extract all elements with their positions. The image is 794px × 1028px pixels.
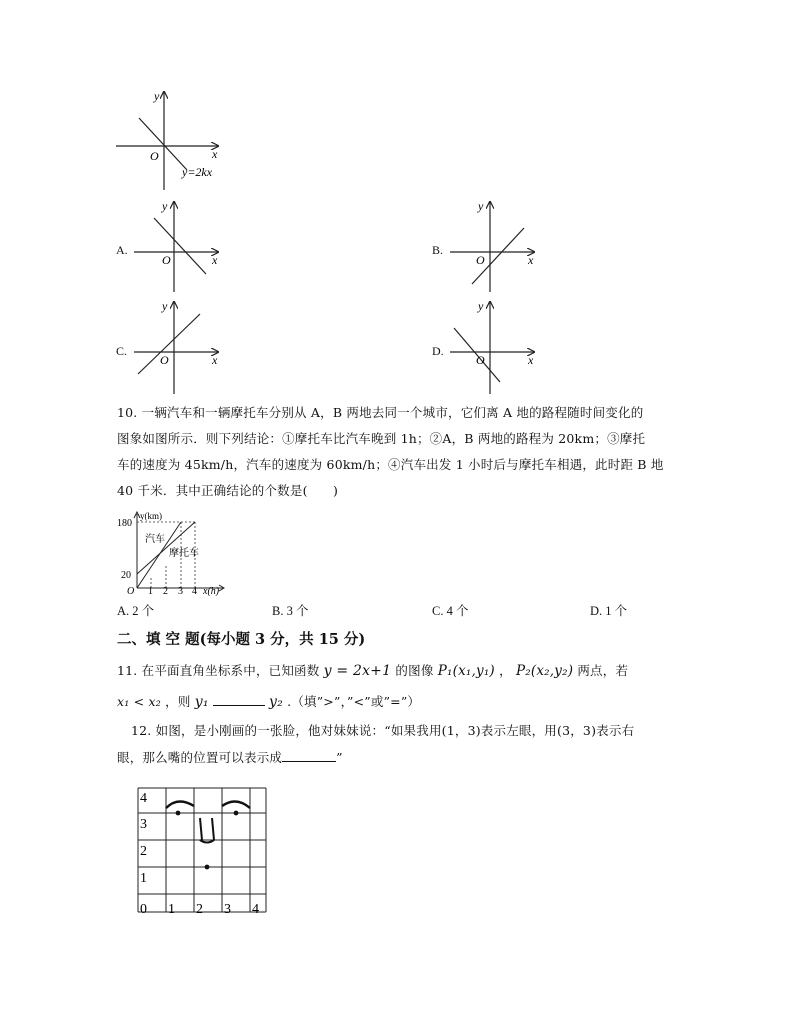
origin-label: O xyxy=(150,149,159,163)
axis-x-label: x xyxy=(528,353,534,367)
y-tick-20: 20 xyxy=(121,570,131,581)
y-label-3: 3 xyxy=(140,817,147,832)
q11-y2: y₂ xyxy=(269,694,283,710)
q9-option-c-label[interactable]: C. xyxy=(116,344,128,358)
x-label-3: 3 xyxy=(224,902,231,917)
q9-option-b-graph[interactable] xyxy=(446,198,542,294)
q10-choice-d[interactable]: D. 1 个 xyxy=(590,604,628,618)
axis-x-label: x xyxy=(212,147,218,161)
x-tick-2: 2 xyxy=(163,586,168,596)
right-eye-dot xyxy=(234,811,239,816)
q10-line-2: 图象如图所示．则下列结论：①摩托车比汽车晚到 1h；②A，B 两地的路程为 20km；③摩托 xyxy=(117,431,646,446)
q11-answer-blank[interactable] xyxy=(213,705,265,706)
q10-travel-graph xyxy=(115,508,235,596)
car-label: 汽车 xyxy=(145,534,165,545)
section-2-title: 二、填 空 题(每小题 3 分，共 15 分) xyxy=(117,631,366,648)
axis-x-label: x xyxy=(212,353,218,367)
q9-option-a-label[interactable]: A. xyxy=(116,243,128,257)
y-axis-label: y(km) xyxy=(140,511,162,521)
q11-line-2 xyxy=(117,689,420,715)
origin-label: O xyxy=(127,586,135,596)
axis-y-label: y xyxy=(162,199,168,213)
right-eyebrow xyxy=(222,801,250,808)
origin-label: O xyxy=(476,253,485,267)
x-label-4: 4 xyxy=(252,902,259,917)
x-axis-label: x(h) xyxy=(203,586,220,596)
axis-y-label: y xyxy=(154,89,160,103)
axis-y-label: y xyxy=(478,199,484,213)
q9-option-b-label[interactable]: B. xyxy=(432,243,444,257)
q11-prefix: 11. 在平面直角坐标系中，已知函数 xyxy=(117,663,320,678)
q11-tail: 两点，若 xyxy=(577,663,629,678)
q10-question xyxy=(117,400,697,504)
y-label-4: 4 xyxy=(140,791,147,806)
q10-line-3: 车的速度为 45km/h，汽车的速度为 60km/h；④汽车出发 1 小时后与摩托车相遇，此时距 B 地 xyxy=(117,457,664,472)
q11-point-2: P₂(x₂,y₂) xyxy=(515,663,574,679)
x-label-2: 2 xyxy=(196,902,203,917)
q11-line-1 xyxy=(117,658,717,684)
q11-separator: ， xyxy=(499,663,512,678)
origin-label: O xyxy=(160,353,169,367)
q11-function: y = 2x+1 xyxy=(323,663,392,679)
q9-option-c-graph[interactable] xyxy=(130,298,226,396)
q9-given-graph xyxy=(112,88,224,192)
q12-closing-quote: ” xyxy=(336,750,343,765)
q11-fill-hint: .（填”>”，”<”或”=”） xyxy=(287,694,421,709)
axis-y-label: y xyxy=(162,299,168,313)
q11-y1: y₁ xyxy=(194,694,209,710)
origin-label: O xyxy=(476,353,485,367)
given-line-label: y=2kx xyxy=(182,165,213,179)
q10-line-1: 10. 一辆汽车和一辆摩托车分别从 A，B 两地去同一个城市，它们离 A 地的路程随时间变化的 xyxy=(117,405,644,420)
q12-face-grid xyxy=(130,782,270,918)
axis-x-label: x xyxy=(528,253,534,267)
q10-choice-a[interactable]: A. 2 个 xyxy=(117,604,155,618)
moto-label: 摩托车 xyxy=(169,548,199,559)
axis-y-label: y xyxy=(478,299,484,313)
axis-x-label: x xyxy=(212,253,218,267)
x-tick-1: 1 xyxy=(148,586,153,596)
q11-mid: 的图像 xyxy=(395,663,434,678)
nose xyxy=(200,818,214,843)
q11-point-1: P₁(x₁,y₁) xyxy=(437,663,495,679)
q9-option-a-graph[interactable] xyxy=(130,198,226,294)
y-tick-180: 180 xyxy=(117,518,132,529)
q11-condition: x₁ < x₂ xyxy=(117,694,161,709)
q9-option-d-label[interactable]: D. xyxy=(432,344,444,358)
q11-then: ，则 xyxy=(165,694,191,709)
q10-line-4: 40 千米．其中正确结论的个数是( ) xyxy=(117,483,339,498)
q12-line-2 xyxy=(117,745,343,771)
mouth-dot xyxy=(205,865,210,870)
x-label-1: 1 xyxy=(168,902,175,917)
y-label-2: 2 xyxy=(140,844,147,859)
origin-label: O xyxy=(162,253,171,267)
q10-choice-c[interactable]: C. 4 个 xyxy=(432,604,469,618)
q12-line-1: 12. 如图，是小刚画的一张脸，他对妹妹说：“如果我用(1，3)表示左眼，用(3，3)表示右 xyxy=(131,723,635,738)
x-label-0: 0 xyxy=(140,902,147,917)
left-eyebrow xyxy=(166,801,194,808)
q12-answer-blank[interactable] xyxy=(282,761,336,762)
q12-line-2-text: 眼，那么嘴的位置可以表示成 xyxy=(117,750,283,765)
y-label-1: 1 xyxy=(140,871,147,886)
q10-choice-b[interactable]: B. 3 个 xyxy=(272,604,309,618)
x-tick-4: 4 xyxy=(192,586,197,596)
x-tick-3: 3 xyxy=(178,586,183,596)
left-eye-dot xyxy=(176,811,181,816)
q9-option-d-graph[interactable] xyxy=(446,298,542,396)
